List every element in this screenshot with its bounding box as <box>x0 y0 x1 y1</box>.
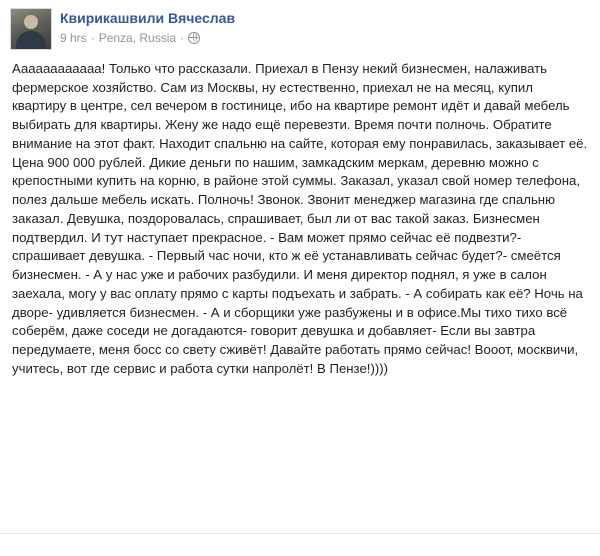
post-header-text <box>60 8 235 46</box>
post-text: Аааааааааааа! Только что рассказали. Приехал в Пензу некий бизнесмен, налаживать фермерское хозяйство. Сам из Москвы, ну естественно, приехал не на месяц, купил квартиру в центре, сел вечером в гостинице, ибо на квартире ремонт идёт и давай мебель выбирать для квартиры. Жену же надо ещё перевезти. Время почти полночь. Обратите внимание на этот факт. Находит спальню на сайте, которая ему понравилась, заказывает её. Цена 900 000 рублей. Дикие деньги по нашим, замкадским меркам, деревню можно с крепостными купить на корню, в районе этой суммы. Заказал, указал свой номер телефона, полез дальше мебель искать. Полночь! Звонок. Звонит менеджер магазина где спальню заказал. Девушка, поздоровалась, спрашивает, был ли от вас такой заказ. Бизнесмен подтвердил. И тут наступает прекрасное. - Вам может прямо сейчас её подвезти?- спрашивает девушка. - Первый час ночи, кто ж её устанавливать сейчас будет?- смеётся бизнесмен. - А у нас уже и рабочих разбудили. И меня директор поднял, я уже в салон заехала, могу у вас оплату прямо с карты подъехать и забрать. - А собирать как её? Ночь на дворе- удивляется бизнесмен. - А и сборщики уже разбужены и в офисе.Мы тихо тихо всё соберём, даже соседи не догадаются- говорит девушка и добавляет- Если вы завтра передумаете, меня босс со свету сживёт! Давайте работать прямо сейчас! Вооот, москвичи, учитесь, вот где сервис и работа сутки напролёт! В Пензе!)))) <box>12 61 588 376</box>
post-timestamp[interactable]: 9 hrs <box>60 30 87 45</box>
post-header <box>0 0 600 50</box>
globe-icon[interactable] <box>188 32 200 44</box>
avatar-head <box>24 15 38 29</box>
post-author-name[interactable]: Квирикашвили Вячеслав <box>60 10 236 26</box>
meta-separator-2: · <box>180 30 185 45</box>
avatar-body <box>16 31 46 49</box>
avatar[interactable] <box>10 8 52 50</box>
post-body <box>0 50 600 378</box>
post-location[interactable]: Penza, Russia <box>98 30 177 45</box>
meta-separator-1: · <box>90 30 95 45</box>
post-meta <box>60 31 235 46</box>
post-footer <box>0 533 600 556</box>
